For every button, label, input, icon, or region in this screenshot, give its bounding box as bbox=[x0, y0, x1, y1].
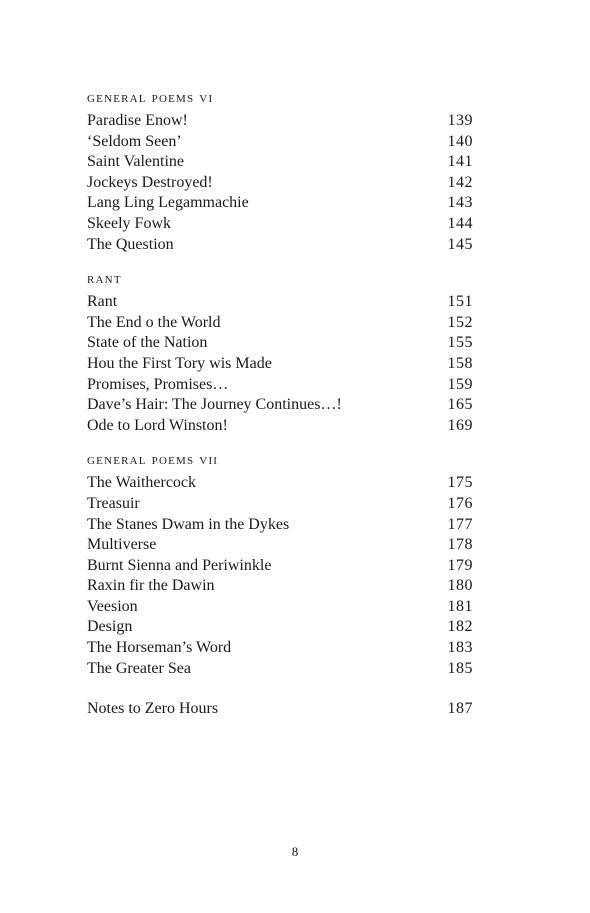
entry-title: Treasuir bbox=[87, 494, 140, 512]
entry-page-number: 175 bbox=[447, 474, 473, 492]
entry-page-number: 142 bbox=[447, 173, 473, 191]
entry-title: Jockeys Destroyed! bbox=[87, 173, 213, 191]
entry-title: Lang Ling Legammachie bbox=[87, 194, 249, 212]
entry-title: Raxin fir the Dawin bbox=[87, 577, 215, 595]
entry-title: The Greater Sea bbox=[87, 659, 191, 677]
entry-page-number: 140 bbox=[447, 132, 473, 150]
entry-title: Notes to Zero Hours bbox=[87, 700, 219, 718]
toc-entry-notes[interactable] bbox=[87, 699, 473, 720]
toc-entry[interactable] bbox=[87, 235, 473, 256]
entry-title: Rant bbox=[87, 293, 118, 311]
entry-page-number: 139 bbox=[447, 112, 473, 129]
section-general-poems-vi bbox=[87, 88, 473, 255]
entry-page-number: 180 bbox=[447, 577, 473, 595]
entry-page-number: 151 bbox=[447, 293, 473, 311]
entry-page-number: 176 bbox=[447, 494, 473, 512]
toc-entry[interactable] bbox=[87, 597, 473, 618]
entry-title: Dave’s Hair: The Journey Continues…! bbox=[87, 396, 342, 414]
entry-page-number: 183 bbox=[447, 639, 473, 657]
section-heading: general poems vi bbox=[87, 90, 214, 106]
toc-entry[interactable] bbox=[87, 152, 473, 173]
entry-title: The Stanes Dwam in the Dykes bbox=[87, 515, 290, 533]
entry-page-number: 179 bbox=[447, 556, 473, 574]
section-heading: rant bbox=[87, 271, 122, 288]
folio-page-number: 8 bbox=[291, 844, 299, 859]
entry-title: Burnt Sienna and Periwinkle bbox=[87, 556, 272, 574]
entry-title: Design bbox=[87, 618, 133, 636]
entry-title: State of the Nation bbox=[87, 334, 208, 352]
entry-page-number: 187 bbox=[447, 700, 473, 718]
entry-title: The Waithercock bbox=[87, 474, 197, 492]
entry-page-number: 152 bbox=[447, 313, 473, 331]
toc-entry[interactable] bbox=[87, 354, 473, 375]
entry-title: Promises, Promises… bbox=[87, 375, 229, 393]
entry-page-number: 155 bbox=[447, 334, 473, 352]
toc-entry[interactable] bbox=[87, 473, 473, 494]
toc-entry[interactable] bbox=[87, 494, 473, 515]
entry-page-number: 145 bbox=[447, 235, 473, 253]
toc-entry[interactable] bbox=[87, 416, 473, 437]
section-heading: general poems vii bbox=[87, 452, 219, 469]
toc-entry[interactable] bbox=[87, 535, 473, 556]
entry-page-number: 169 bbox=[447, 416, 473, 434]
entry-title: Veesion bbox=[87, 597, 138, 615]
toc-entry[interactable] bbox=[87, 111, 473, 132]
toc-entry[interactable] bbox=[87, 617, 473, 638]
entry-title: Ode to Lord Winston! bbox=[87, 416, 228, 434]
toc-entry[interactable] bbox=[87, 576, 473, 597]
toc-entry[interactable] bbox=[87, 659, 473, 680]
entry-title: Paradise Enow! bbox=[87, 112, 188, 129]
entry-page-number: 143 bbox=[447, 194, 473, 212]
section-general-poems-vii bbox=[87, 450, 473, 679]
entry-title: The End o the World bbox=[87, 313, 221, 331]
entry-title: Saint Valentine bbox=[87, 153, 185, 171]
section-spacer bbox=[87, 679, 473, 699]
table-of-contents bbox=[87, 88, 473, 720]
entry-title: The Horseman’s Word bbox=[87, 639, 232, 657]
section-rant bbox=[87, 269, 473, 436]
toc-entry[interactable] bbox=[87, 638, 473, 659]
toc-entry[interactable] bbox=[87, 132, 473, 153]
toc-entry[interactable] bbox=[87, 515, 473, 536]
entry-title: Hou the First Tory wis Made bbox=[87, 354, 272, 372]
entry-page-number: 182 bbox=[447, 618, 473, 636]
toc-entry[interactable] bbox=[87, 173, 473, 194]
entry-page-number: 159 bbox=[447, 375, 473, 393]
toc-entry[interactable] bbox=[87, 193, 473, 214]
entry-title: Multiverse bbox=[87, 536, 157, 554]
entry-page-number: 181 bbox=[447, 597, 473, 615]
entry-page-number: 165 bbox=[447, 396, 473, 414]
section-spacer bbox=[87, 436, 473, 450]
toc-entry[interactable] bbox=[87, 333, 473, 354]
entry-title: Skeely Fowk bbox=[87, 214, 171, 232]
entry-page-number: 141 bbox=[447, 153, 473, 171]
entry-page-number: 177 bbox=[447, 515, 473, 533]
toc-entry[interactable] bbox=[87, 292, 473, 313]
entry-page-number: 185 bbox=[447, 659, 473, 677]
section-spacer bbox=[87, 255, 473, 269]
entry-title: The Question bbox=[87, 235, 174, 253]
toc-entry[interactable] bbox=[87, 313, 473, 334]
entry-title: ‘Seldom Seen’ bbox=[87, 132, 182, 150]
toc-entry[interactable] bbox=[87, 214, 473, 235]
toc-entry[interactable] bbox=[87, 375, 473, 396]
entry-page-number: 158 bbox=[447, 354, 473, 372]
toc-entry[interactable] bbox=[87, 395, 473, 416]
toc-entry[interactable] bbox=[87, 556, 473, 577]
entry-page-number: 178 bbox=[447, 536, 473, 554]
entry-page-number: 144 bbox=[447, 214, 473, 232]
